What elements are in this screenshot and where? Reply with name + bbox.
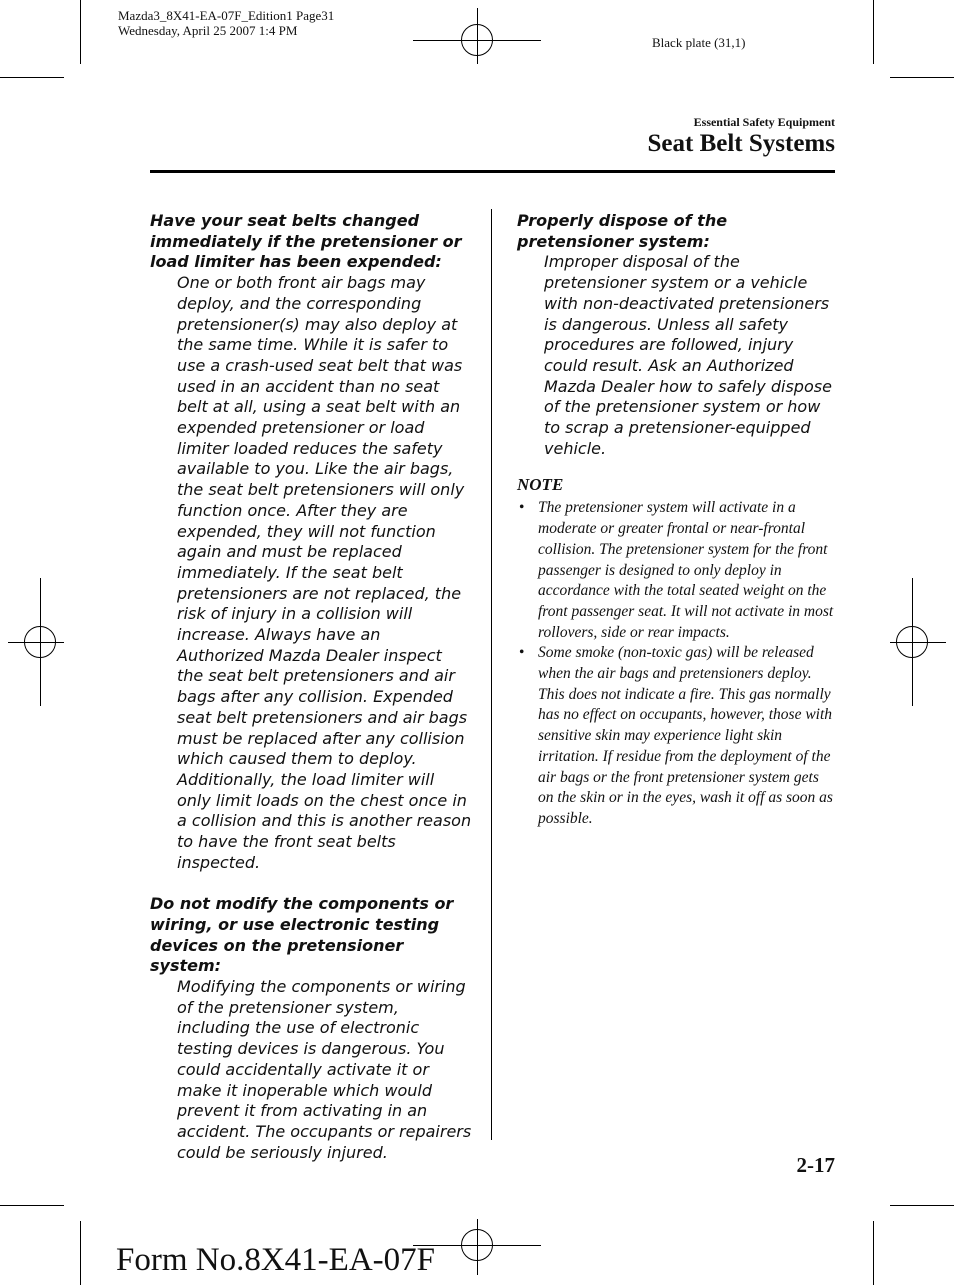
note-title: NOTE <box>517 475 564 495</box>
warning-heading: Properly dispose of the pretensioner system: <box>517 211 728 251</box>
bullet-icon: • <box>519 499 525 517</box>
page-title: Seat Belt Systems <box>647 130 835 157</box>
crop-mark <box>890 77 954 78</box>
note-list <box>517 498 837 829</box>
spacer <box>150 874 472 895</box>
warning-body: Improper disposal of the pretensioner system or a vehicle with non-deactivated pretensioners is dangerous. Unless all safety procedures are followed, injury could result. Ask an Authorized Mazda Dealer how to safely dispose of the pretensioner system or how to scrap a pretensioner-equipped vehicle. <box>544 252 832 458</box>
bullet-icon: • <box>519 644 525 662</box>
form-number: Form No.8X41-EA-07F <box>116 1242 435 1278</box>
warning-block-dispose <box>517 211 837 459</box>
warning-block-modify <box>150 894 472 1163</box>
crop-mark <box>873 0 874 64</box>
crop-mark <box>0 1205 64 1206</box>
note-item-text: The pretensioner system will activate in a moderate or greater frontal or near-frontal collision. The pretensioner system for the front passenger is designed to only deploy in accordance with the total seated weight on the front passenger seat. It will not activate in most rollovers, side or rear impacts. <box>538 499 834 641</box>
registration-circle-icon <box>896 626 928 658</box>
crop-mark <box>0 77 64 78</box>
warning-body: One or both front air bags may deploy, and the corresponding pretensioner(s) may also deploy at the same time. While it is safer to use a crash-used seat belt that was used in an accident than no seat belt at all, using a seat belt with an expended pretensioner or load limiter loaded reduces the safety available to you. Like the air bags, the seat belt pretensioners will only function once. After they are expended, they will not function again and must be replaced immediately. If the seat belt pretensioners are not replaced, the risk of injury in a collision will increase. Always have an Authorized Mazda Dealer inspect the seat belt pretensioners and air bags after any collision. Expended seat belt pretensioners and air bags must be replaced after any collision which caused them to deploy. Additionally, the load limiter will only limit loads on the chest once in a collision and this is another reason to have the front seat belts inspected. <box>177 273 472 872</box>
crop-mark <box>80 0 81 64</box>
crop-mark <box>873 1221 874 1285</box>
section-label: Essential Safety Equipment <box>693 115 835 129</box>
header-rule <box>150 170 835 173</box>
column-divider <box>491 209 492 1140</box>
warning-body: Modifying the components or wiring of the pretensioner system, including the use of electronic testing devices is dangerous. You could accidentally activate it or make it inoperable which would prevent it from activating in an accident. The occupants or repairers could be seriously injured. <box>177 977 472 1162</box>
registration-circle-icon <box>461 24 493 56</box>
print-meta-line2: Wednesday, April 25 2007 1:4 PM <box>118 23 298 38</box>
crop-mark <box>80 1221 81 1285</box>
note-item <box>517 498 837 643</box>
print-meta-line1: Mazda3_8X41-EA-07F_Edition1 Page31 <box>118 8 335 23</box>
note-item-text: Some smoke (non-toxic gas) will be released when the air bags and pretensioners deploy. This does not indicate a fire. This gas normally has no effect on occupants, however, those with sensitive skin may experience light skin irritation. If residue from the deployment of the air bags or the front pretensioner system gets on the skin or in the eyes, wash it off as soon as possible. <box>538 644 833 827</box>
crop-mark <box>890 1205 954 1206</box>
note-item <box>517 643 837 829</box>
warning-heading: Have your seat belts changed immediately if the pretensioner or load limiter has been expended: <box>150 211 462 272</box>
registration-circle-icon <box>461 1229 493 1261</box>
warning-block-expended <box>150 211 472 874</box>
page-number: 2-17 <box>796 1153 835 1177</box>
right-column <box>517 211 837 830</box>
print-meta-plate: Black plate (31,1) <box>652 35 746 50</box>
print-meta-file <box>118 8 334 38</box>
registration-circle-icon <box>24 626 56 658</box>
warning-heading: Do not modify the components or wiring, or use electronic testing devices on the pretensioner system: <box>150 894 454 976</box>
left-column <box>150 211 472 1163</box>
